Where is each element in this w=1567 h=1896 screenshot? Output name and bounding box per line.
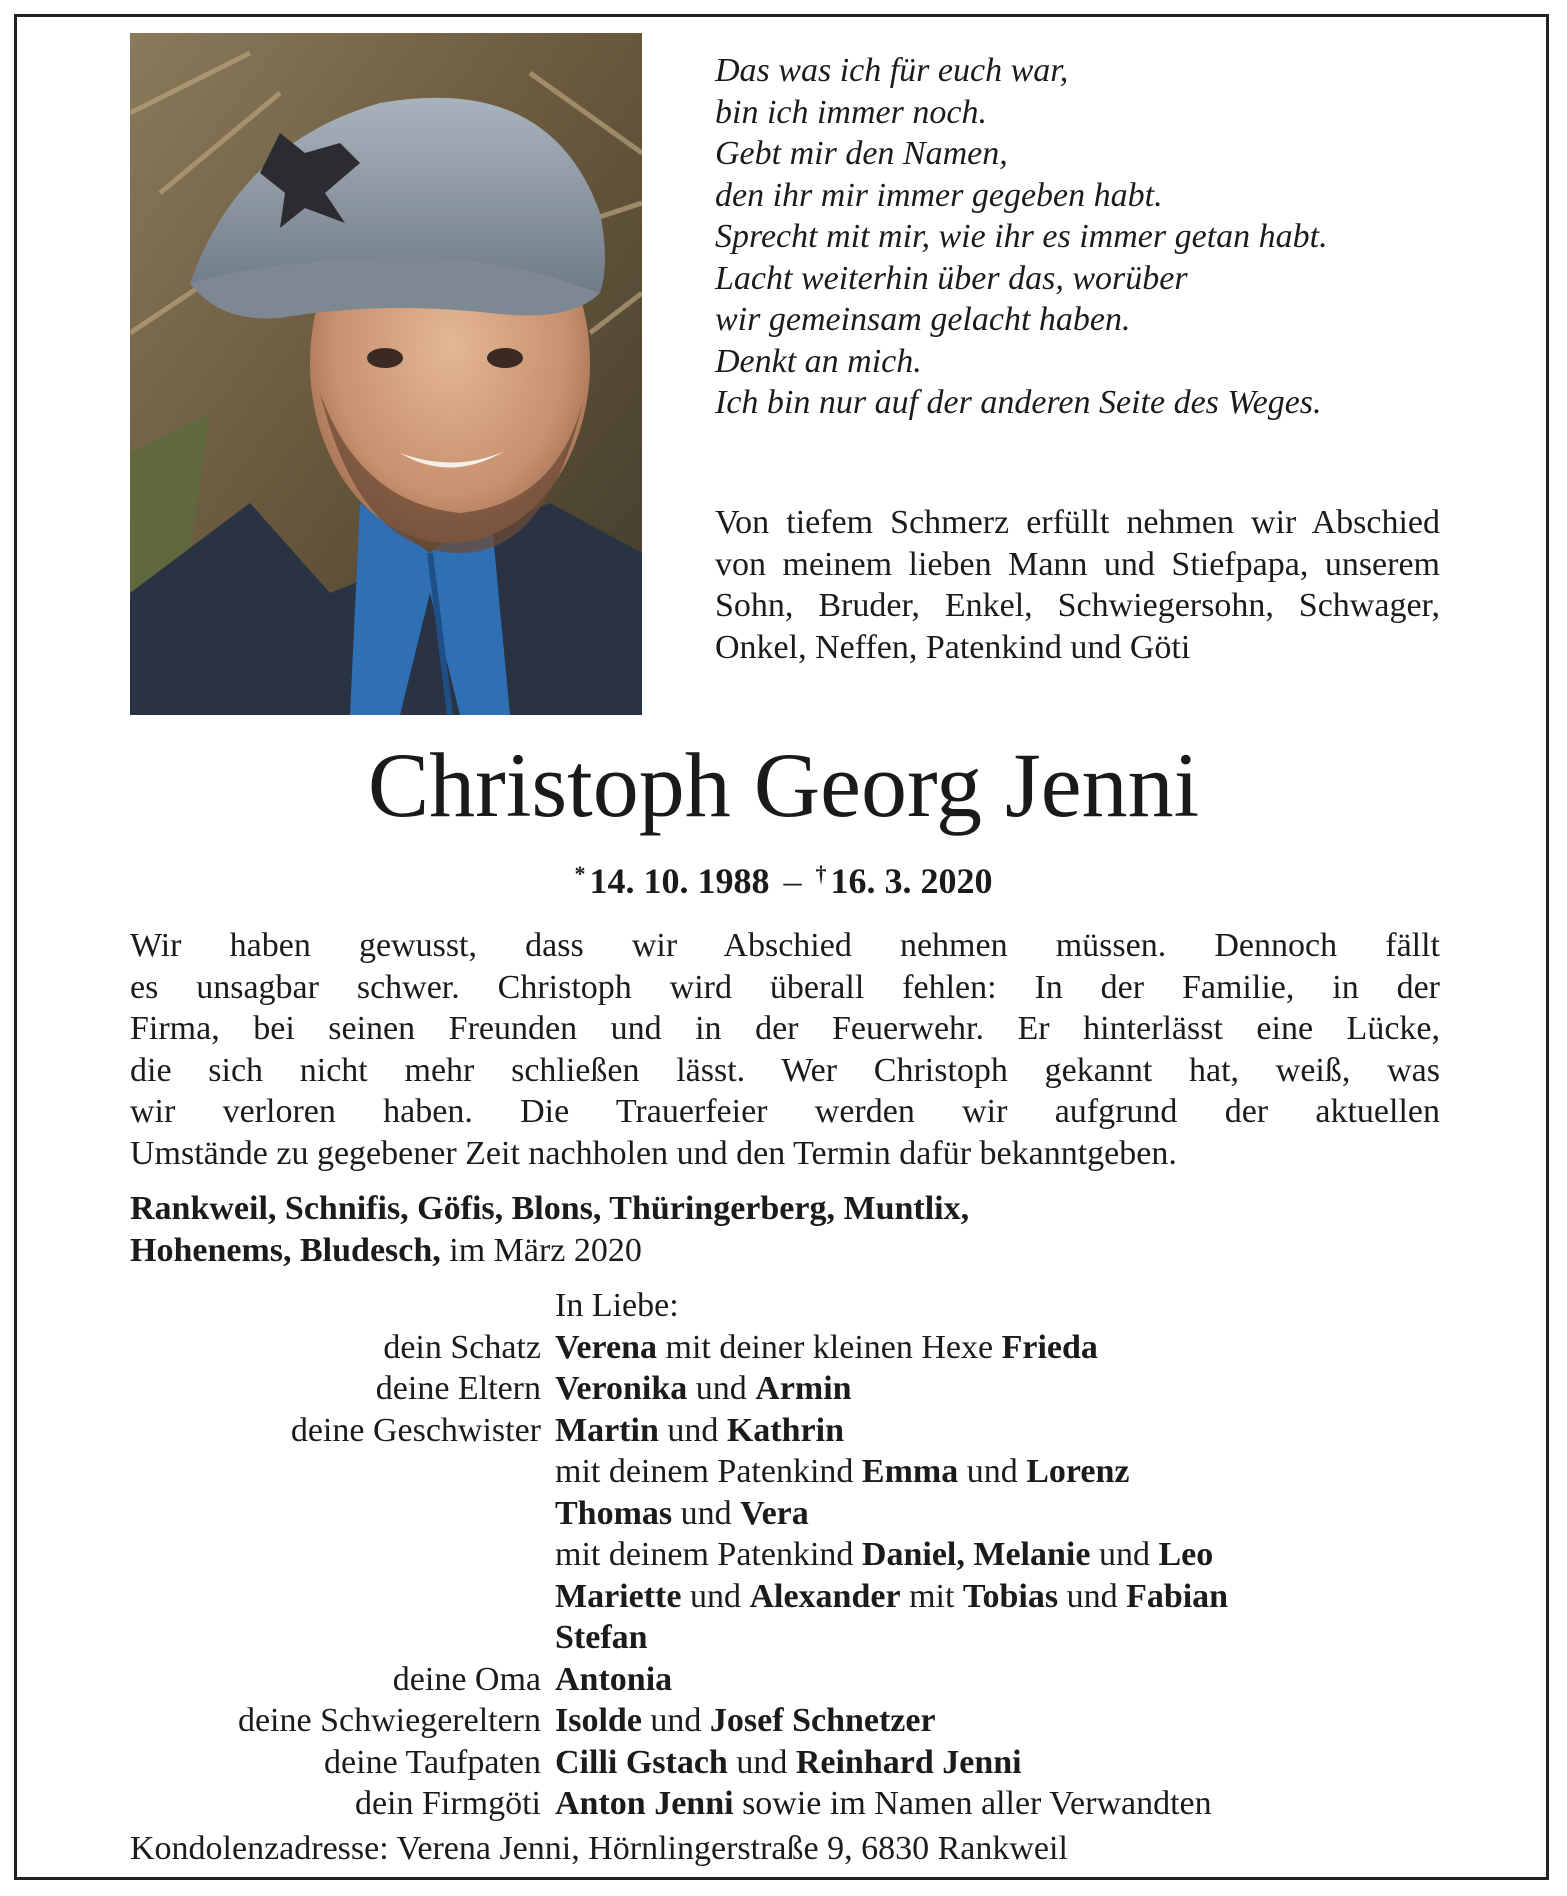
signature-person: Thomas [555, 1494, 673, 1532]
signatures [130, 1285, 1460, 1825]
poem-line: Das was ich für euch war, [715, 52, 1069, 89]
poem-line: den ihr mir immer gegeben habt. [715, 176, 1163, 214]
poem-line: Ich bin nur auf der anderen Seite des Weges. [715, 384, 1322, 421]
signature-person: Vera [740, 1494, 809, 1532]
signature-connector: und [1090, 1536, 1159, 1573]
signature-connector: und [958, 1453, 1027, 1490]
signature-role [130, 1493, 555, 1535]
birth-symbol: * [574, 861, 586, 886]
signature-role: dein Firmgöti [354, 1785, 541, 1822]
signature-connector: mit [900, 1577, 963, 1615]
poem-line: Lacht weiterhin über das, worüber [715, 259, 1188, 297]
places-line [130, 1188, 1450, 1272]
signature-names [555, 1327, 1098, 1369]
body-line: wir verloren haben. Die Trauerfeier werden wir aufgrund der aktuellen [130, 1093, 1440, 1130]
signature-person: Isolde [555, 1702, 642, 1739]
signature-person: Reinhard Jenni [795, 1743, 1022, 1781]
signature-names [555, 1783, 1212, 1825]
signature-person: Lorenz [1026, 1453, 1130, 1490]
poem-line: Sprecht mit mir, wie ihr es immer getan habt. [715, 218, 1328, 255]
signature-person: Anton Jenni [555, 1785, 734, 1822]
body-line: es unsagbar schwer. Christoph wird überall fehlen: In der Familie, in der [130, 968, 1440, 1006]
signature-heading: In Liebe: [555, 1287, 679, 1324]
places-line-1: Rankweil, Schnifis, Göfis, Blons, Thüringerberg, Muntlix, [130, 1190, 970, 1227]
places-date: im März 2020 [440, 1232, 642, 1269]
signature-person: Stefan [555, 1619, 648, 1656]
signature-person: Frieda [1001, 1328, 1098, 1366]
signature-heading-row [130, 1285, 1460, 1327]
deceased-name: Christoph Georg Jenni [367, 734, 1200, 836]
signature-row [130, 1783, 1460, 1825]
signature-person: Kathrin [726, 1411, 844, 1449]
signature-person: Emma [861, 1453, 959, 1490]
signature-names [555, 1659, 672, 1701]
signature-connector: mit deinem Patenkind [555, 1536, 862, 1573]
signature-connector: sowie im Namen aller Verwandten [733, 1785, 1212, 1822]
signature-names [555, 1576, 1228, 1618]
signature-names [555, 1493, 809, 1535]
signature-person: Daniel, Melanie [861, 1536, 1091, 1573]
signature-role [130, 1534, 555, 1576]
signature-connector: und [1058, 1577, 1127, 1615]
signature-person: Armin [755, 1370, 852, 1407]
intro-text: Von tiefem Schmerz erfüllt nehmen wir Abschied von meinem lieben Mann und Stiefpapa, unserem Sohn, Bruder, Enkel, Schwiegersohn, Schwager, Onkel, Neffen, Patenkind und Göti [715, 504, 1440, 666]
signature-connector: und [687, 1370, 756, 1407]
signature-row [130, 1617, 1460, 1659]
signature-person: Verena [555, 1328, 657, 1366]
signature-person: Leo [1158, 1536, 1214, 1573]
poem-line: Denkt an mich. [715, 342, 922, 380]
signature-row [130, 1493, 1460, 1535]
birth-date: 14. 10. 1988 [589, 861, 770, 901]
signature-person: Josef Schnetzer [709, 1702, 936, 1739]
signature-names [555, 1617, 648, 1659]
signature-names [555, 1451, 1129, 1493]
body-text [130, 925, 1440, 1174]
death-date: 16. 3. 2020 [830, 861, 993, 901]
signature-person: Veronika [555, 1370, 688, 1407]
body-line: Umstände zu gegebener Zeit nachholen und den Termin dafür bekanntgeben. [130, 1134, 1177, 1172]
condolence-address: Kondolenzadresse: Verena Jenni, Hörnlingerstraße 9, 6830 Rankweil [130, 1830, 1068, 1867]
places-line-2: Hohenems, Bludesch, [130, 1232, 441, 1269]
poem-line: bin ich immer noch. [715, 93, 987, 131]
signature-role [130, 1451, 555, 1493]
poem-line: wir gemeinsam gelacht haben. [715, 301, 1131, 338]
portrait-illustration [130, 33, 642, 715]
death-symbol: † [815, 861, 827, 886]
signature-row [130, 1700, 1460, 1742]
signature-connector: mit deinem Patenkind [555, 1453, 862, 1490]
signature-person: Mariette [555, 1577, 682, 1615]
signature-names [555, 1534, 1213, 1576]
signature-connector: mit deiner kleinen Hexe [657, 1328, 1002, 1366]
life-dates [0, 852, 1567, 903]
signature-connector: und [658, 1411, 727, 1449]
signature-connector: und [727, 1743, 796, 1781]
signature-row [130, 1327, 1460, 1369]
signature-role: deine Taufpaten [324, 1743, 541, 1781]
poem [715, 50, 1455, 424]
signature-names [555, 1742, 1022, 1784]
signature-connector: und [641, 1702, 710, 1739]
body-line: die sich nicht mehr schließen lässt. Wer Christoph gekannt hat, weiß, was [130, 1051, 1440, 1089]
signature-row [130, 1742, 1460, 1784]
signature-role: deine Geschwister [290, 1411, 541, 1449]
date-dash: – [783, 861, 802, 901]
signature-connector: und [681, 1577, 750, 1615]
portrait-photo [130, 33, 642, 715]
signature-person: Alexander [749, 1577, 901, 1615]
signature-person: Martin [555, 1411, 659, 1449]
poem-line: Gebt mir den Namen, [715, 135, 1008, 172]
signature-person: Tobias [962, 1577, 1059, 1615]
signature-row [130, 1659, 1460, 1701]
signature-person: Fabian [1126, 1577, 1229, 1615]
signature-names [555, 1410, 844, 1452]
signature-connector: und [672, 1494, 741, 1532]
signature-names [555, 1700, 936, 1742]
signature-row [130, 1534, 1460, 1576]
signature-role [130, 1617, 555, 1659]
signature-row [130, 1576, 1460, 1618]
signature-role: deine Oma [392, 1660, 541, 1698]
signature-role: deine Eltern [375, 1370, 541, 1407]
signature-row [130, 1410, 1460, 1452]
signature-names [555, 1368, 852, 1410]
signature-role: dein Schatz [383, 1328, 541, 1366]
signature-role [130, 1576, 555, 1618]
signature-row [130, 1451, 1460, 1493]
signature-role: deine Schwiegereltern [237, 1702, 541, 1739]
signature-row [130, 1368, 1460, 1410]
signature-person: Cilli Gstach [555, 1743, 728, 1781]
body-line: Firma, bei seinen Freunden und in der Feuerwehr. Er hinterlässt eine Lücke, [130, 1010, 1440, 1047]
signature-person: Antonia [555, 1660, 673, 1698]
body-line: Wir haben gewusst, dass wir Abschied nehmen müssen. Dennoch fällt [130, 927, 1440, 964]
